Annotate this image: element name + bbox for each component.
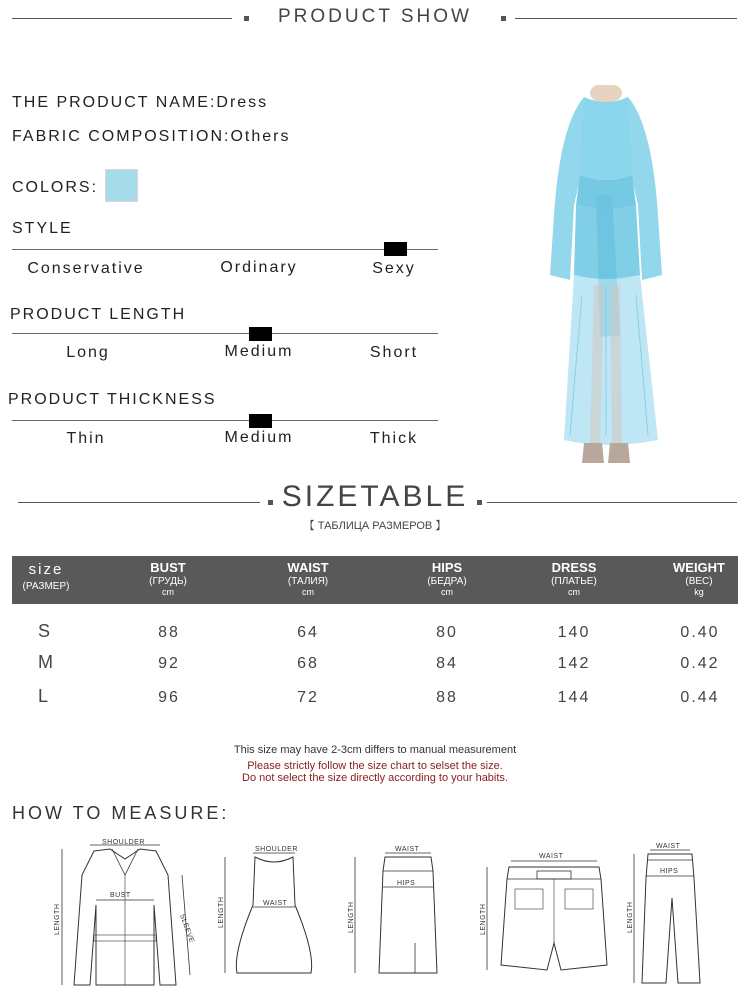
row-size-label: L [38,686,49,706]
cell-waist: 68 [297,655,319,672]
svg-text:HIPS: HIPS [660,868,679,875]
cell-hips: 88 [436,689,458,706]
row-size-label: S [38,621,51,641]
style-option-conservative: Conservative [27,260,145,277]
cell-weight: 0.40 [680,624,720,641]
svg-text:BUST: BUST [110,892,131,899]
weight-column-header: WEIGHT (ВЕС) kg [673,560,725,597]
svg-text:WAIST: WAIST [395,846,420,853]
thickness-option-thick: Thick [369,430,419,447]
shorts-measure-diagram [475,845,625,975]
pants-measure-diagram [622,838,732,988]
warning-note-2: Do not select the size directly according to your habits. [242,772,508,784]
svg-text:WAIST: WAIST [656,843,681,850]
cell-hips: 84 [436,655,458,672]
length-option-long: Long [66,344,110,361]
fabric-value: Others [230,128,291,145]
cell-weight: 0.42 [680,655,720,672]
cell-dress: 142 [557,655,591,672]
style-marker [384,242,407,256]
cell-dress: 144 [557,689,591,706]
style-label: STYLE [12,220,73,237]
svg-text:SHOULDER: SHOULDER [102,839,145,846]
fabric-label: FABRIC COMPOSITION: [12,128,231,145]
product-name-label: THE PRODUCT NAME: [12,94,217,111]
waist-column-header: WAIST (ТАЛИЯ) cm [287,560,329,597]
svg-text:SLEEVE: SLEEVE [178,913,196,945]
product-dress-image [540,85,670,470]
skirt-measure-diagram [345,843,445,983]
sizetable-subtitle: 【 ТАБЛИЦА РАЗМЕРОВ 】 [303,520,447,532]
length-option-medium: Medium [224,343,294,360]
row-size-label: M [38,652,53,672]
svg-text:LENGTH: LENGTH [627,901,634,933]
sizetable-rule-right [487,502,737,503]
product-name-value: Dress [216,94,269,111]
style-option-sexy: Sexy [372,260,416,277]
thickness-label: PRODUCT THICKNESS [8,391,217,408]
cell-bust: 92 [158,655,180,672]
dress-column-header: DRESS (ПЛАТЬЕ) cm [551,560,597,597]
dress-measure-diagram [215,843,315,983]
measurement-note: This size may have 2-3cm differs to manual measurement [233,744,517,756]
cell-bust: 88 [158,624,180,641]
svg-text:LENGTH: LENGTH [218,896,225,928]
color-swatch[interactable] [105,169,138,202]
cell-waist: 72 [297,689,319,706]
length-option-short: Short [369,344,419,361]
cell-dress: 140 [557,624,591,641]
thickness-marker [249,414,272,428]
jacket-measure-diagram [50,835,200,995]
thickness-scale [12,420,438,421]
svg-text:LENGTH: LENGTH [348,901,355,933]
style-scale [12,249,438,250]
cell-hips: 80 [436,624,458,641]
size-column-header: size (РАЗМЕР) [22,561,70,592]
how-to-measure-title: HOW TO MEASURE: [12,803,230,823]
thickness-option-medium: Medium [224,429,294,446]
svg-text:HIPS: HIPS [397,880,416,887]
svg-text:LENGTH: LENGTH [54,903,61,935]
header-rule-right [515,18,737,19]
warning-note-1: Please strictly follow the size chart to selset the size. [247,760,503,772]
page-title: PRODUCT SHOW [278,6,472,27]
cell-weight: 0.44 [680,689,720,706]
hips-column-header: HIPS (БЕДРА) cm [427,560,467,597]
sizetable-title: SIZETABLE [281,480,469,513]
length-scale [12,333,438,334]
header-dot-right [501,16,506,21]
bust-column-header: BUST (ГРУДЬ) cm [149,560,187,597]
size-table-header [12,556,738,604]
length-label: PRODUCT LENGTH [10,306,187,323]
thickness-option-thin: Thin [66,430,106,447]
svg-text:WAIST: WAIST [539,853,564,860]
length-marker [249,327,272,341]
colors-label: COLORS: [12,179,99,196]
fabric-row [12,128,290,146]
style-option-ordinary: Ordinary [220,259,298,276]
svg-text:SHOULDER: SHOULDER [255,846,298,853]
product-name-row [12,94,268,112]
svg-text:LENGTH: LENGTH [480,903,487,935]
sizetable-dot-right [477,500,482,505]
cell-bust: 96 [158,689,180,706]
svg-text:WAIST: WAIST [263,900,288,907]
cell-waist: 64 [297,624,319,641]
